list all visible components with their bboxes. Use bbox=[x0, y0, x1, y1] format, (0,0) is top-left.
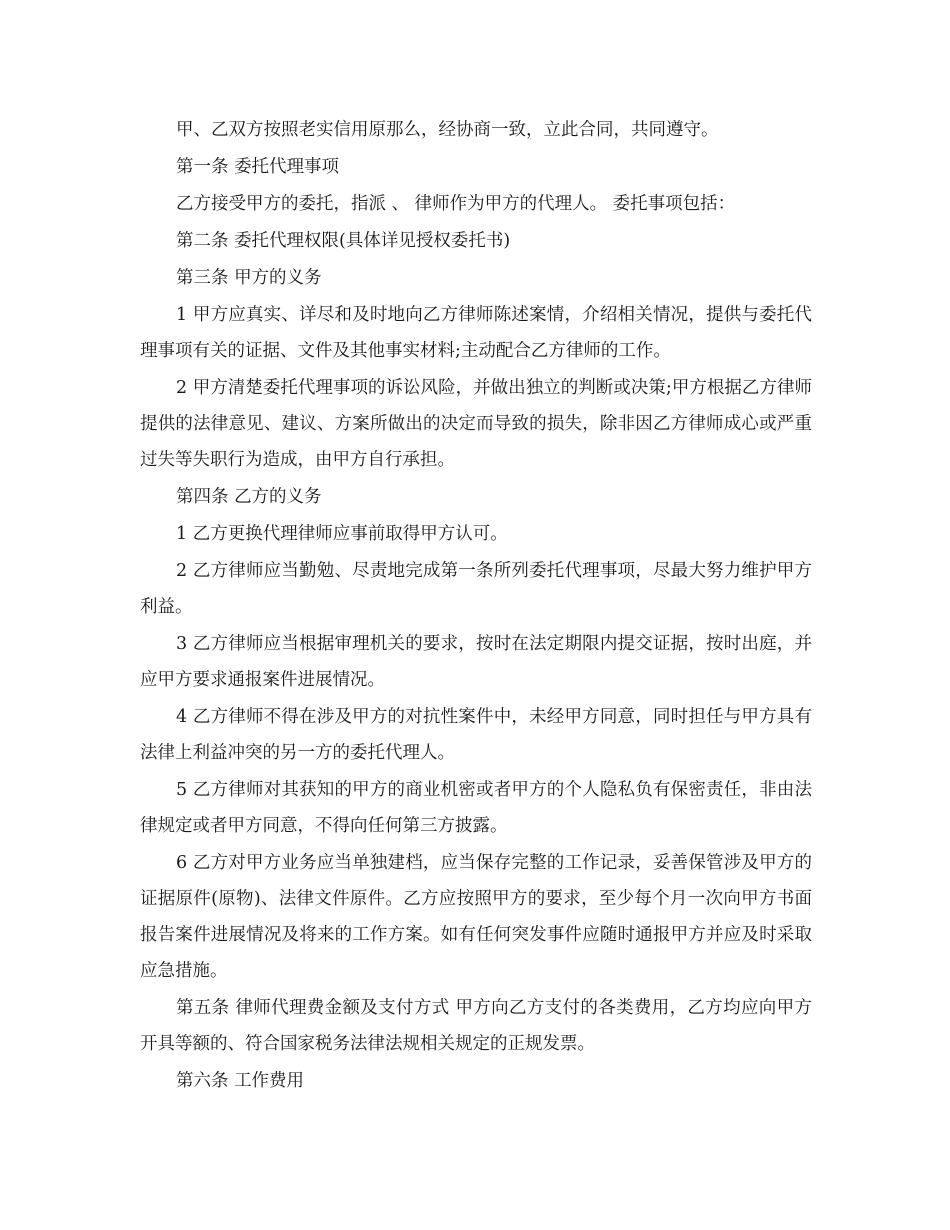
article-3-clause-2: 2 甲方清楚委托代理事项的诉讼风险，并做出独立的判断或决策;甲方根据乙方律师提供的法律意见、建议、方案所做出的决定而导致的损失，除非因乙方律师成心或严重过失等失职行为造成，由甲方自行承担。 bbox=[140, 378, 812, 470]
article-4-clause-1: 1 乙方更换代理律师应事前取得甲方认可。 bbox=[176, 524, 508, 544]
article-4-clause-6: 6 乙方对甲方业务应当单独建档，应当保存完整的工作记录，妥善保管涉及甲方的证据原件(原物)、法律文件原件。乙方应按照甲方的要求，至少每个月一次向甲方书面报告案件进展情况及将来的工作方案。如有任何突发事件应随时通报甲方并应及时采取应急措施。 bbox=[140, 853, 812, 981]
article-4-clause-3: 3 乙方律师应当根据审理机关的要求，按时在法定期限内提交证据，按时出庭，并应甲方要求通报案件进展情况。 bbox=[140, 634, 812, 690]
article-1-heading: 第一条 委托代理事项 bbox=[176, 157, 340, 177]
article-5-paragraph: 第五条 律师代理费金额及支付方式 甲方向乙方支付的各类费用，乙方均应向甲方开具等额的、符合国家税务法律法规相关规定的正规发票。 bbox=[140, 998, 812, 1054]
document-body bbox=[140, 112, 812, 1100]
article-2-heading: 第二条 委托代理权限(具体详见授权委托书) bbox=[176, 231, 511, 251]
article-4-clause-4: 4 乙方律师不得在涉及甲方的对抗性案件中，未经甲方同意，同时担任与甲方具有法律上利益冲突的另一方的委托代理人。 bbox=[140, 707, 812, 763]
article-1-text: 乙方接受甲方的委托，指派 、 律师作为甲方的代理人。 委托事项包括： bbox=[176, 194, 736, 214]
intro-paragraph: 甲、乙双方按照老实信用原那么，经协商一致，立此合同，共同遵守。 bbox=[176, 120, 719, 140]
article-4-clause-5: 5 乙方律师对其获知的甲方的商业机密或者甲方的个人隐私负有保密责任，非由法律规定或者甲方同意，不得向任何第三方披露。 bbox=[140, 780, 812, 836]
article-4-heading: 第四条 乙方的义务 bbox=[176, 487, 322, 507]
article-4-clause-2: 2 乙方律师应当勤勉、尽责地完成第一条所列委托代理事项，尽最大努力维护甲方利益。 bbox=[140, 561, 812, 617]
article-3-clause-1: 1 甲方应真实、详尽和及时地向乙方律师陈述案情，介绍相关情况，提供与委托代理事项有关的证据、文件及其他事实材料;主动配合乙方律师的工作。 bbox=[140, 305, 812, 361]
article-3-heading: 第三条 甲方的义务 bbox=[176, 268, 322, 288]
article-6-heading: 第六条 工作费用 bbox=[176, 1071, 305, 1091]
